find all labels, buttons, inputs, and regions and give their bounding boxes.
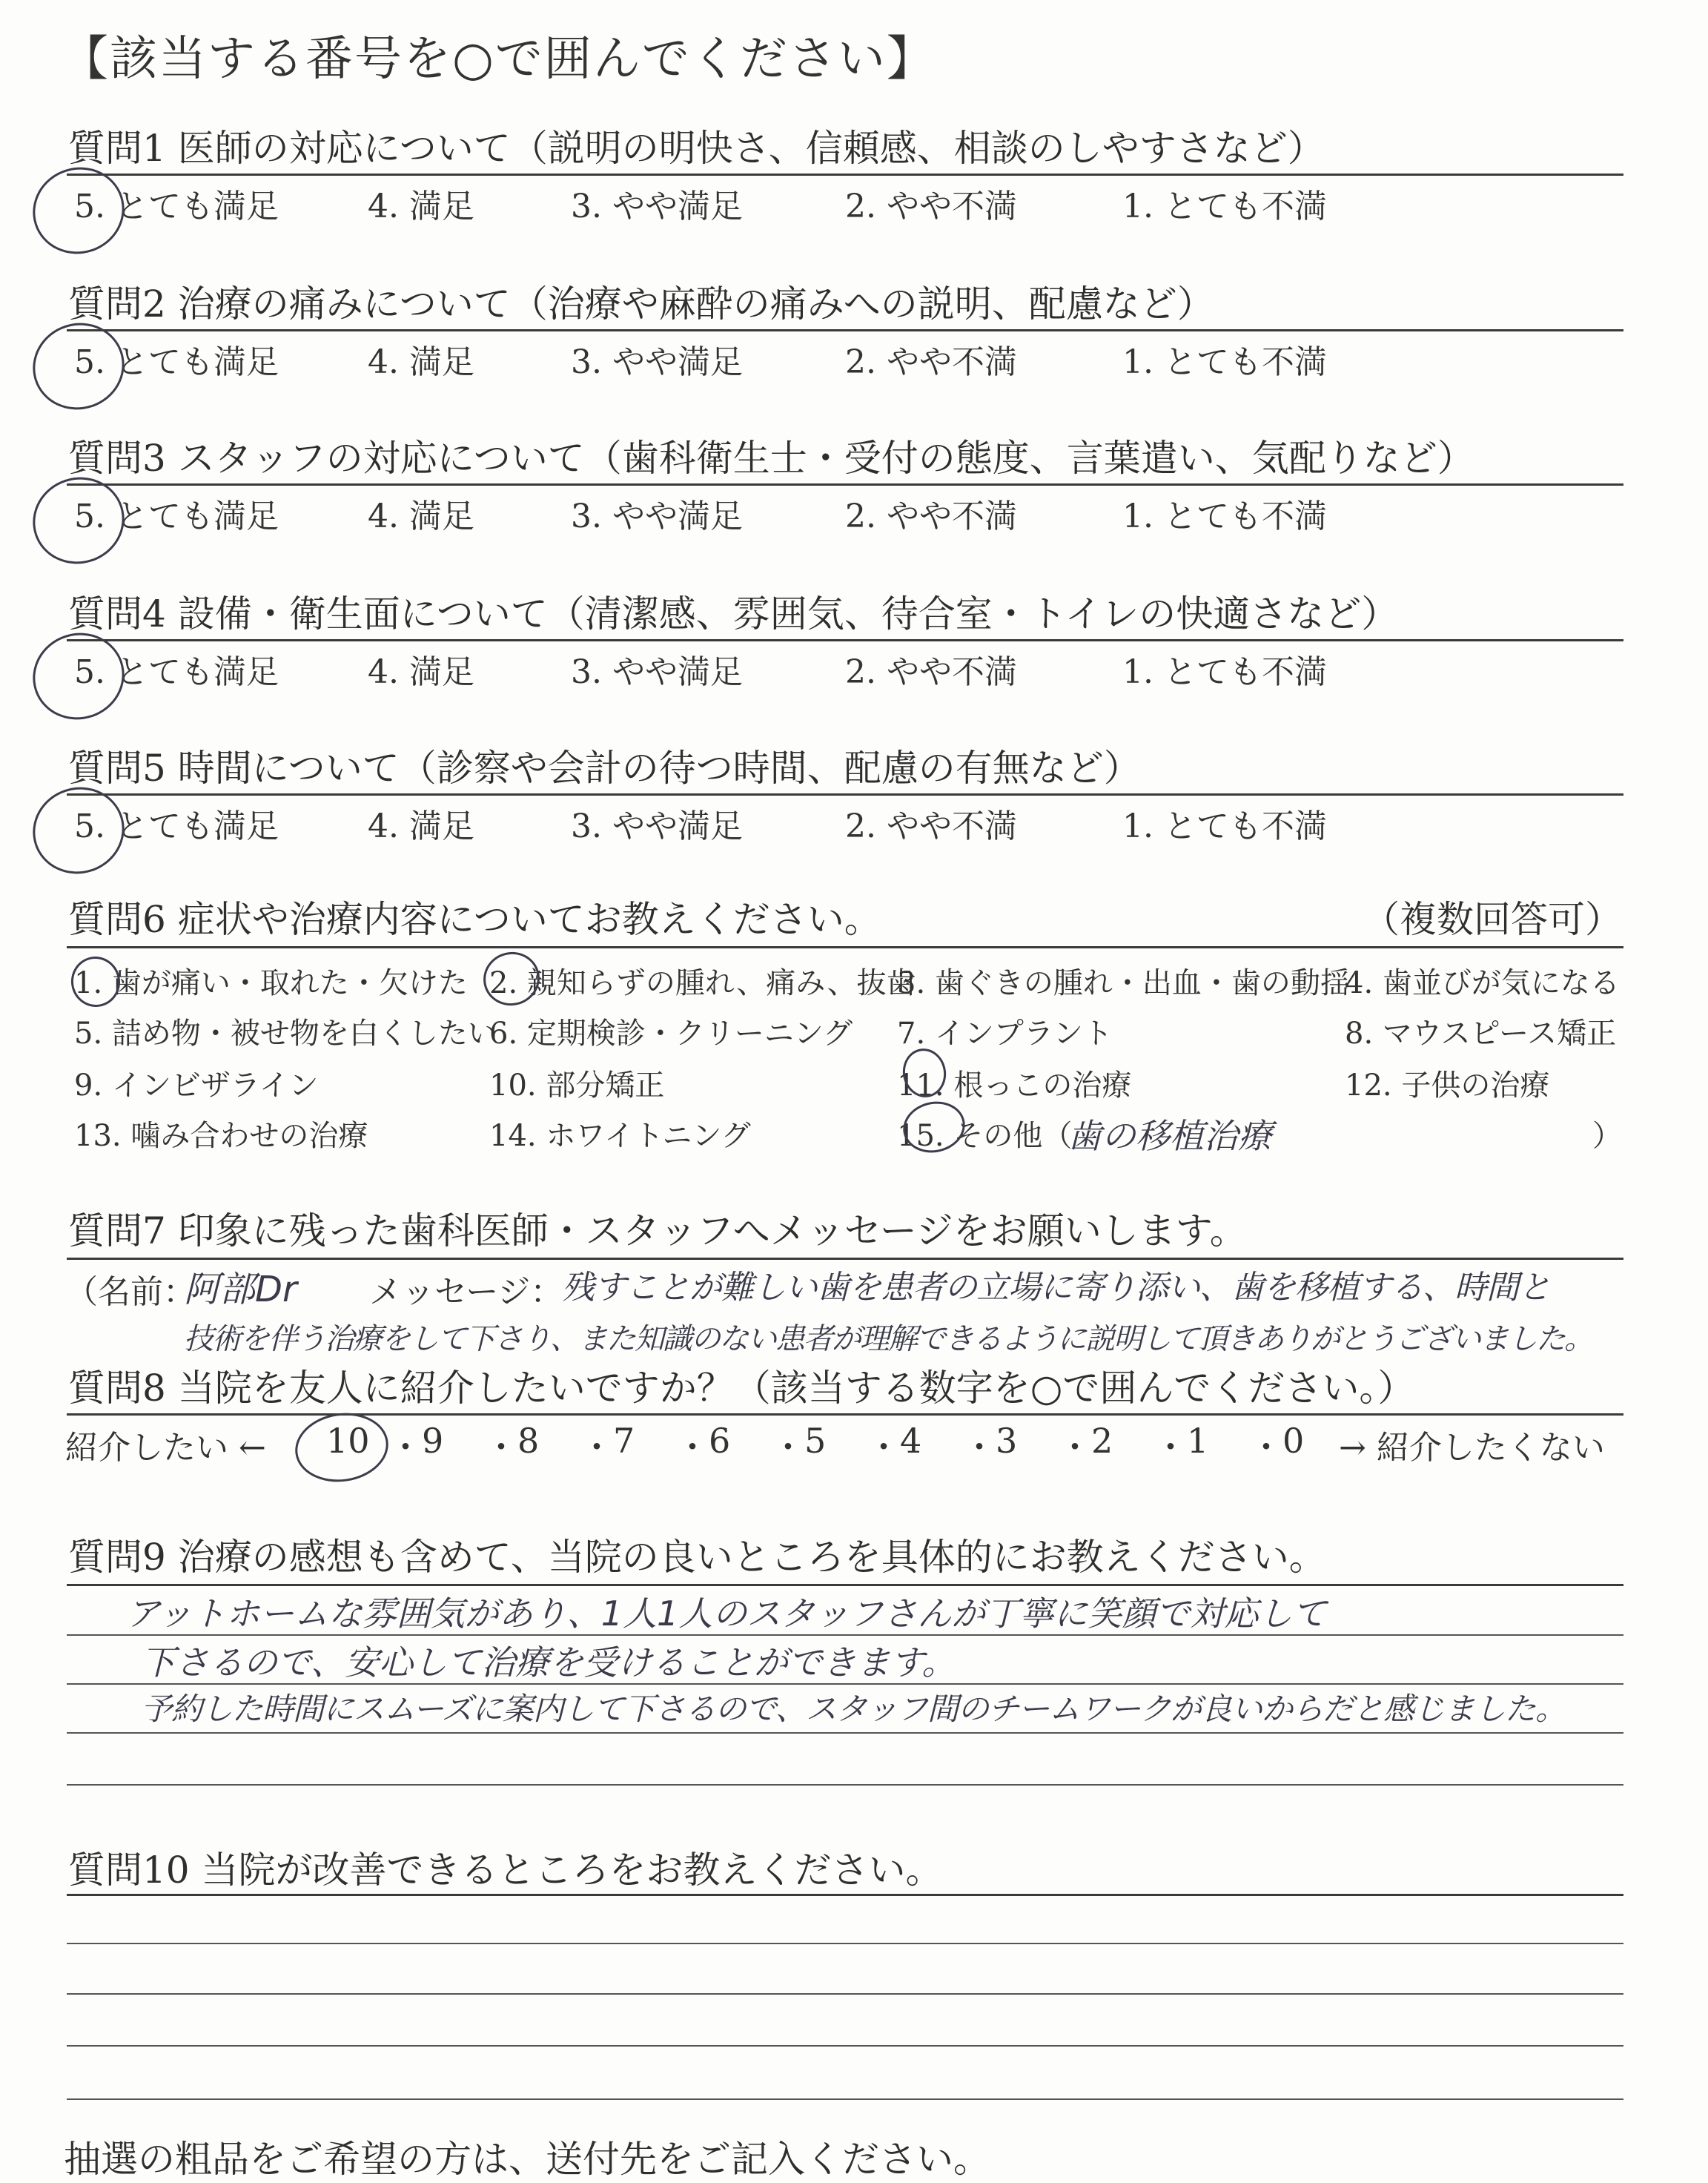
q6-option-7[interactable]: 7. インプラント xyxy=(897,1017,1113,1051)
q8-scale-separator: ・ xyxy=(484,1427,518,1467)
q10-rule xyxy=(67,1894,1623,1896)
q8-scale-separator: ・ xyxy=(771,1427,805,1467)
q2-rule xyxy=(67,329,1623,331)
q3-option-4[interactable]: 4. 満足 xyxy=(368,498,474,535)
q3-option-5[interactable]: 5. とても満足 xyxy=(74,498,279,535)
q8-scale-separator: ・ xyxy=(388,1427,423,1467)
q6-option-6[interactable]: 6. 定期検診・クリーニング xyxy=(489,1017,853,1051)
q6-rule xyxy=(67,946,1623,948)
q8-scale-separator: ・ xyxy=(962,1427,996,1467)
q4-option-4[interactable]: 4. 満足 xyxy=(368,653,474,691)
q4-option-5[interactable]: 5. とても満足 xyxy=(74,653,279,691)
q6-option-1[interactable]: 1. 歯が痛い・取れた・欠けた xyxy=(74,966,468,1000)
q8-scale-4[interactable]: 4 xyxy=(900,1421,922,1461)
q8-left-label: 紹介したい ← xyxy=(65,1429,266,1467)
q6-option-10[interactable]: 10. 部分矯正 xyxy=(489,1069,665,1103)
q7-rule xyxy=(67,1258,1623,1260)
q8-scale-9[interactable]: 9 xyxy=(422,1421,444,1461)
q6-option-3[interactable]: 3. 歯ぐきの腫れ・出血・歯の動揺 xyxy=(897,966,1350,1000)
q9-rule xyxy=(67,1584,1623,1586)
q6-option-8[interactable]: 8. マウスピース矯正 xyxy=(1345,1017,1617,1051)
q1-rule xyxy=(67,174,1623,176)
q7-message-line-1[interactable]: 残すことが難しい歯を患者の立場に寄り添い、歯を移植する、時間と xyxy=(562,1269,1550,1307)
q2-option-2[interactable]: 2. やや不満 xyxy=(845,343,1017,381)
q6-option-15[interactable]: 15. その他（ xyxy=(897,1119,1073,1153)
q6-other-text[interactable]: 歯の移植治療 xyxy=(1068,1116,1272,1156)
q8-scale-separator: ・ xyxy=(1153,1427,1188,1467)
q3-option-3[interactable]: 3. やや満足 xyxy=(571,498,743,535)
q6-note: （複数回答可） xyxy=(1363,898,1622,941)
q3-option-1[interactable]: 1. とても不満 xyxy=(1122,498,1327,535)
footer-note: 抽選の粗品をご希望の方は、送付先をご記入ください。 xyxy=(64,2138,990,2181)
q8-scale-separator: ・ xyxy=(1249,1427,1283,1467)
q5-option-4[interactable]: 4. 満足 xyxy=(368,808,474,845)
q2-option-1[interactable]: 1. とても不満 xyxy=(1122,343,1327,381)
q7-name-label: （名前： xyxy=(65,1273,196,1311)
q4-option-3[interactable]: 3. やや満足 xyxy=(571,653,743,691)
q6-option-9[interactable]: 9. インビザライン xyxy=(74,1069,319,1103)
q8-scale-separator: ・ xyxy=(580,1427,614,1467)
q1-option-5[interactable]: 5. とても満足 xyxy=(74,188,279,225)
q4-title: 質問4 設備・衛生面について（清潔感、雰囲気、待合室・トイレの快適さなど） xyxy=(68,592,1399,635)
q8-scale-0[interactable]: 0 xyxy=(1282,1421,1305,1461)
q1-option-2[interactable]: 2. やや不満 xyxy=(845,188,1017,225)
form-heading: 【該当する番号を○で囲んでください】 xyxy=(61,32,936,87)
q4-option-1[interactable]: 1. とても不満 xyxy=(1122,653,1327,691)
q5-option-3[interactable]: 3. やや満足 xyxy=(571,808,743,845)
q10-writing-line[interactable] xyxy=(67,1943,1623,1944)
q9-writing-line xyxy=(67,1784,1623,1786)
q8-scale-separator: ・ xyxy=(1058,1427,1092,1467)
q9-answer-line-3[interactable]: 予約した時間にスムーズに案内して下さるので、スタッフ間のチームワークが良いからだと感じました。 xyxy=(141,1691,1566,1727)
q8-scale-10[interactable]: 10 xyxy=(326,1421,370,1461)
q2-option-4[interactable]: 4. 満足 xyxy=(368,343,474,381)
q8-scale-2[interactable]: 2 xyxy=(1091,1421,1113,1461)
q8-scale-8[interactable]: 8 xyxy=(517,1421,540,1461)
q6-option-12[interactable]: 12. 子供の治療 xyxy=(1345,1069,1550,1103)
q5-option-5[interactable]: 5. とても満足 xyxy=(74,808,279,845)
q8-selection-circle xyxy=(291,1407,393,1488)
q3-option-2[interactable]: 2. やや不満 xyxy=(845,498,1017,535)
q10-writing-line[interactable] xyxy=(67,2098,1623,2100)
q8-scale-6[interactable]: 6 xyxy=(709,1421,731,1461)
q5-title: 質問5 時間について（診察や会計の待つ時間、配慮の有無など） xyxy=(68,747,1141,790)
q7-name-value[interactable]: 阿部Dr xyxy=(184,1269,297,1310)
q6-other-close-paren: ） xyxy=(1592,1119,1622,1153)
q9-title: 質問9 治療の感想も含めて、当院の良いところを具体的にお教えください。 xyxy=(68,1536,1326,1579)
q6-option-11[interactable]: 11. 根っこの治療 xyxy=(897,1069,1132,1103)
q5-option-2[interactable]: 2. やや不満 xyxy=(845,808,1017,845)
q8-scale-3[interactable]: 3 xyxy=(996,1421,1018,1461)
q9-answer-line-2[interactable]: 下さるので、安心して治療を受けることができます。 xyxy=(141,1642,956,1682)
q8-scale-separator: ・ xyxy=(675,1427,709,1467)
q1-title: 質問1 医師の対応について（説明の明快さ、信頼感、相談のしやすさなど） xyxy=(68,127,1325,170)
q7-message-label: メッセージ： xyxy=(369,1273,563,1311)
q8-title: 質問8 当院を友人に紹介したいですか？（該当する数字を○で囲んでください。） xyxy=(68,1367,1415,1410)
q5-rule xyxy=(67,793,1623,796)
q1-option-1[interactable]: 1. とても不満 xyxy=(1122,188,1327,225)
q5-option-1[interactable]: 1. とても不満 xyxy=(1122,808,1327,845)
q6-option-14[interactable]: 14. ホワイトニング xyxy=(489,1119,751,1153)
q4-option-2[interactable]: 2. やや不満 xyxy=(845,653,1017,691)
q7-message-line-2[interactable]: 技術を伴う治療をして下さり、また知識のない患者が理解できるように説明して頂きありがとうございました。 xyxy=(184,1322,1592,1356)
q2-option-5[interactable]: 5. とても満足 xyxy=(74,343,279,381)
q6-title: 質問6 症状や治療内容についてお教えください。 xyxy=(68,898,881,941)
q8-rule xyxy=(67,1413,1623,1416)
q2-title: 質問2 治療の痛みについて（治療や麻酔の痛みへの説明、配慮など） xyxy=(68,283,1214,326)
q8-scale-separator: ・ xyxy=(867,1427,901,1467)
q6-option-13[interactable]: 13. 噛み合わせの治療 xyxy=(74,1119,368,1153)
q6-option-4[interactable]: 4. 歯並びが気になる xyxy=(1345,966,1620,1000)
q7-title: 質問7 印象に残った歯科医師・スタッフへメッセージをお願いします。 xyxy=(68,1209,1247,1252)
q8-scale-5[interactable]: 5 xyxy=(804,1421,827,1461)
q6-option-5[interactable]: 5. 詰め物・被せ物を白くしたい xyxy=(74,1017,497,1051)
q4-rule xyxy=(67,639,1623,641)
q10-writing-line[interactable] xyxy=(67,1993,1623,1995)
q3-rule xyxy=(67,483,1623,486)
q3-title: 質問3 スタッフの対応について（歯科衛生士・受付の態度、言葉遣い、気配りなど） xyxy=(68,437,1474,480)
q8-right-label: → 紹介したくない xyxy=(1339,1429,1605,1467)
q9-writing-line xyxy=(67,1732,1623,1734)
q6-option-2[interactable]: 2. 親知らずの腫れ、痛み、抜歯 xyxy=(489,966,916,1000)
q8-scale-1[interactable]: 1 xyxy=(1187,1421,1209,1461)
q1-option-3[interactable]: 3. やや満足 xyxy=(571,188,743,225)
q9-answer-line-1[interactable]: アットホームな雰囲気があり、1人1人のスタッフさんが丁寧に笑顔で対応して xyxy=(126,1594,1327,1634)
q2-option-3[interactable]: 3. やや満足 xyxy=(571,343,743,381)
q8-scale-7[interactable]: 7 xyxy=(613,1421,635,1461)
q1-option-4[interactable]: 4. 満足 xyxy=(368,188,474,225)
q10-title: 質問10 当院が改善できるところをお教えください。 xyxy=(68,1849,943,1892)
q10-writing-line[interactable] xyxy=(67,2045,1623,2047)
